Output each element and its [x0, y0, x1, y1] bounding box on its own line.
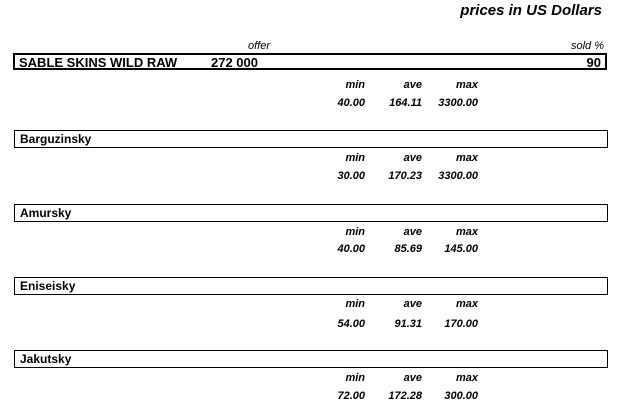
ave-value: 170.23	[388, 170, 422, 182]
section-bar-jakutsky	[14, 350, 608, 368]
ave-header: ave	[403, 226, 422, 238]
section-name: Barguzinsky	[20, 132, 92, 146]
section-bar-barguzinsky	[14, 130, 608, 148]
min-header: min	[345, 372, 365, 384]
max-header: max	[455, 152, 478, 164]
max-value: 145.00	[444, 243, 478, 255]
min-header: min	[345, 226, 365, 238]
ave-value: 85.69	[394, 243, 422, 255]
min-value: 72.00	[337, 390, 365, 402]
overall-ave-header: ave	[403, 79, 422, 91]
min-header: min	[345, 298, 365, 310]
ave-header: ave	[403, 298, 422, 310]
min-value: 54.00	[337, 318, 365, 330]
product-name: SABLE SKINS WILD RAW	[19, 55, 178, 70]
overall-min-value: 40.00	[337, 97, 365, 109]
ave-header: ave	[403, 152, 422, 164]
section-bar-eniseisky	[14, 277, 608, 295]
max-header: max	[455, 298, 478, 310]
max-value: 300.00	[444, 390, 478, 402]
page-title: prices in US Dollars	[460, 2, 602, 19]
overall-max-header: max	[455, 79, 478, 91]
sold-percent-value: 90	[586, 55, 601, 70]
max-header: max	[455, 372, 478, 384]
overall-ave-value: 164.11	[389, 97, 422, 109]
ave-value: 91.31	[394, 318, 422, 330]
offer-value: 272 000	[211, 55, 258, 70]
ave-value: 172.28	[388, 390, 422, 402]
sold-column-label: sold %	[570, 40, 604, 52]
section-name: Jakutsky	[20, 352, 72, 366]
max-header: max	[455, 226, 478, 238]
max-value: 3300.00	[438, 170, 478, 182]
min-header: min	[345, 152, 365, 164]
offer-column-label: offer	[247, 40, 270, 52]
max-value: 170.00	[444, 318, 478, 330]
overall-min-header: min	[345, 79, 365, 91]
main-product-bar	[13, 53, 607, 70]
section-name: Eniseisky	[20, 279, 76, 293]
min-value: 30.00	[337, 170, 365, 182]
min-value: 40.00	[337, 243, 365, 255]
ave-header: ave	[403, 372, 422, 384]
section-bar-amursky	[14, 204, 608, 222]
section-name: Amursky	[20, 206, 72, 220]
overall-max-value: 3300.00	[438, 97, 478, 109]
